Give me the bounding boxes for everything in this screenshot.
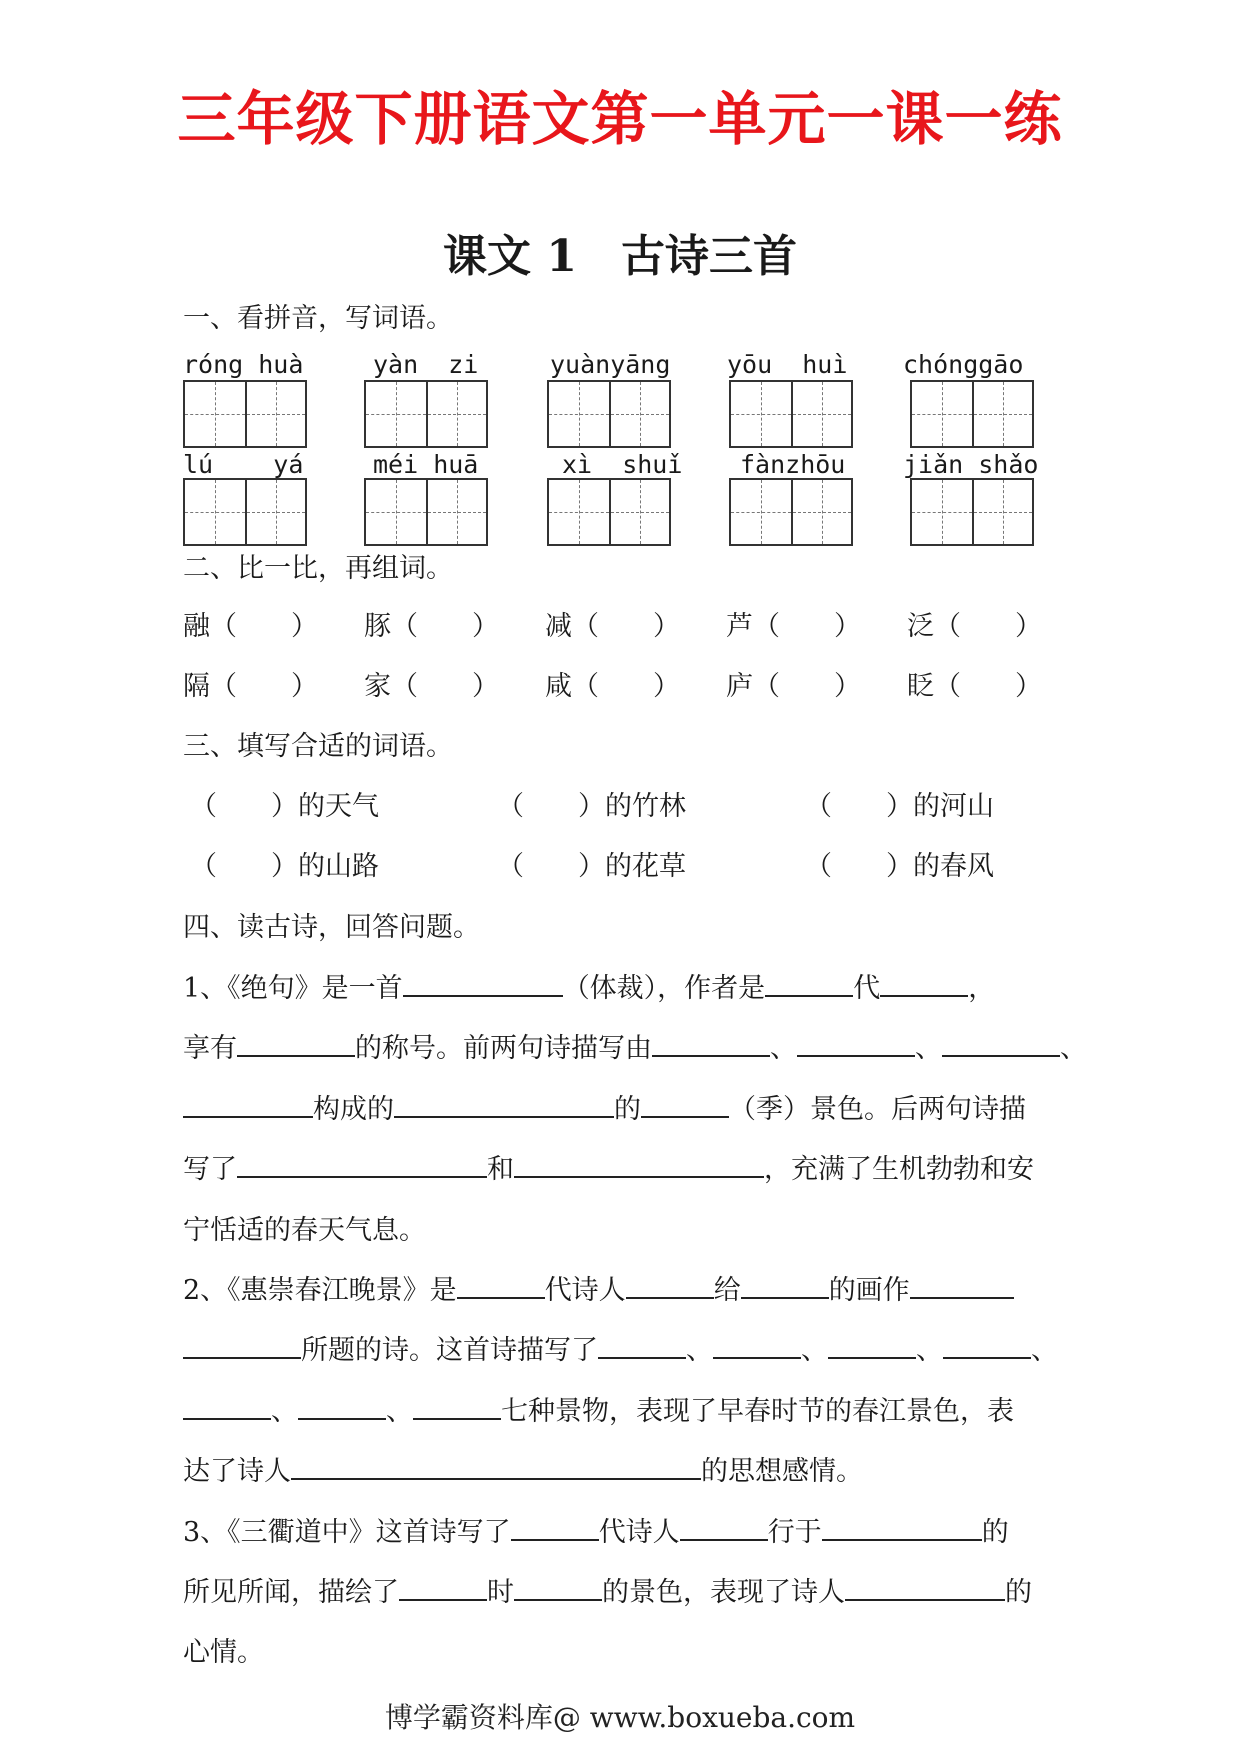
- answer-blank[interactable]: [399, 1573, 487, 1601]
- compare-item: 庐（ ）: [726, 671, 861, 702]
- q1-text: 、: [770, 1033, 797, 1064]
- q1-text: 宁恬适的春天气息。: [183, 1215, 426, 1246]
- compare-item: 豚（ ）: [364, 611, 499, 642]
- answer-blank[interactable]: [183, 1392, 271, 1420]
- q3-line-1: [183, 1510, 1009, 1549]
- q2-text: 、: [271, 1396, 298, 1427]
- q1-line-4: [183, 1147, 1034, 1186]
- q2-text: 、: [916, 1335, 943, 1366]
- q2-text: 七种景物，表现了早春时节的春江景色，表: [501, 1396, 1014, 1427]
- q2-text: 给: [713, 1275, 741, 1306]
- pinyin-2-1: lú yá: [183, 450, 304, 479]
- fill-item: （ ）的竹林: [497, 791, 686, 822]
- fill-item: （ ）的天气: [190, 791, 379, 822]
- answer-blank[interactable]: [457, 1271, 545, 1299]
- answer-blank[interactable]: [765, 969, 853, 997]
- q1-text: 1、《绝句》是一首: [183, 973, 403, 1004]
- q1-text: 、: [915, 1033, 942, 1064]
- page-title: 三年级下册语文第一单元一课一练: [177, 85, 1063, 153]
- writing-grid[interactable]: [910, 380, 1034, 448]
- answer-blank[interactable]: [641, 1090, 729, 1118]
- answer-blank[interactable]: [943, 1331, 1031, 1359]
- answer-blank[interactable]: [797, 1029, 915, 1057]
- answer-blank[interactable]: [183, 1090, 313, 1118]
- q1-text: ，充满了生机勃勃和安: [764, 1154, 1034, 1185]
- pinyin-2-5: jiǎn shǎo: [903, 450, 1039, 479]
- q3-line-3: [183, 1630, 264, 1669]
- q1-text: 、: [1060, 1033, 1087, 1064]
- q1-text: 写了: [183, 1154, 237, 1185]
- writing-grid[interactable]: [729, 380, 853, 448]
- answer-blank[interactable]: [237, 1150, 487, 1178]
- q2-text: 的思想感情。: [701, 1456, 863, 1487]
- lesson-title: 课文 1 古诗三首: [443, 231, 797, 282]
- answer-blank[interactable]: [713, 1331, 801, 1359]
- compare-item: 融（ ）: [183, 611, 318, 642]
- q1-line-1: [183, 966, 995, 1005]
- q2-text: 所题的诗。这首诗描写了: [301, 1335, 598, 1366]
- q1-text: 和: [487, 1154, 514, 1185]
- section-4-heading: 四、读古诗，回答问题。: [183, 912, 480, 943]
- answer-blank[interactable]: [511, 1513, 599, 1541]
- answer-blank[interactable]: [822, 1513, 982, 1541]
- q2-line-4: [183, 1449, 863, 1488]
- compare-item: 咸（ ）: [545, 671, 680, 702]
- q3-text: 的: [1005, 1577, 1032, 1608]
- q1-text: 的称号。前两句诗描写由: [355, 1033, 652, 1064]
- answer-blank[interactable]: [394, 1090, 614, 1118]
- writing-grid[interactable]: [183, 478, 307, 546]
- pinyin-1-4: yōu huì: [727, 350, 848, 379]
- answer-blank[interactable]: [403, 969, 563, 997]
- q1-text: （体裁），作者是: [562, 973, 766, 1004]
- answer-blank[interactable]: [741, 1271, 829, 1299]
- q1-text: 的: [614, 1094, 641, 1125]
- q1-line-5: [183, 1208, 426, 1247]
- writing-grid[interactable]: [729, 478, 853, 546]
- section-3-heading: 三、填写合适的词语。: [183, 731, 453, 762]
- pinyin-1-5: chónggāo: [903, 350, 1024, 379]
- writing-grid[interactable]: [547, 380, 671, 448]
- answer-blank[interactable]: [183, 1331, 301, 1359]
- answer-blank[interactable]: [910, 1271, 1014, 1299]
- answer-blank[interactable]: [514, 1150, 764, 1178]
- fill-item: （ ）的花草: [497, 851, 686, 882]
- q2-text: 、: [1031, 1335, 1058, 1366]
- q2-text: 的画作: [828, 1275, 910, 1306]
- fill-item: （ ）的山路: [190, 851, 379, 882]
- answer-blank[interactable]: [680, 1513, 768, 1541]
- q1-text: （季）景色。后两句诗描: [729, 1094, 1026, 1125]
- answer-blank[interactable]: [942, 1029, 1060, 1057]
- pinyin-2-4: fànzhōu: [740, 450, 846, 479]
- answer-blank[interactable]: [626, 1271, 714, 1299]
- answer-blank[interactable]: [298, 1392, 386, 1420]
- q2-text: 2、《惠崇春江晚景》是: [183, 1275, 457, 1306]
- pinyin-1-2: yàn zi: [373, 350, 479, 379]
- q2-line-3: [183, 1389, 1014, 1428]
- compare-item: 泛（ ）: [907, 611, 1042, 642]
- answer-blank[interactable]: [413, 1392, 501, 1420]
- fill-item: （ ）的河山: [805, 791, 994, 822]
- q2-line-1: [183, 1268, 1014, 1307]
- q2-text: 达了诗人: [183, 1456, 291, 1487]
- writing-grid[interactable]: [547, 478, 671, 546]
- writing-grid[interactable]: [183, 380, 307, 448]
- q3-text: 的景色，表现了诗人: [602, 1577, 845, 1608]
- writing-grid[interactable]: [910, 478, 1034, 546]
- compare-item: 隔（ ）: [183, 671, 318, 702]
- answer-blank[interactable]: [880, 969, 968, 997]
- compare-item: 芦（ ）: [726, 611, 861, 642]
- pinyin-1-1: róng huà: [183, 350, 304, 379]
- answer-blank[interactable]: [652, 1029, 770, 1057]
- q1-text: ，: [968, 973, 996, 1004]
- pinyin-2-3: xì shuǐ: [562, 450, 683, 479]
- section-2-heading: 二、比一比，再组词。: [183, 553, 453, 584]
- q3-text: 时: [487, 1577, 514, 1608]
- compare-item: 家（ ）: [364, 671, 499, 702]
- q3-text: 的: [981, 1517, 1009, 1548]
- q1-text: 构成的: [313, 1094, 394, 1125]
- q2-text: 、: [386, 1396, 413, 1427]
- q1-text: 享有: [183, 1033, 237, 1064]
- compare-item: 眨（ ）: [907, 671, 1042, 702]
- q3-text: 所见所闻，描绘了: [183, 1577, 399, 1608]
- section-1-heading: 一、看拼音，写词语。: [183, 303, 453, 334]
- writing-grid[interactable]: [364, 380, 488, 448]
- q3-line-2: [183, 1570, 1032, 1609]
- answer-blank[interactable]: [514, 1573, 602, 1601]
- q2-text: 代诗人: [544, 1275, 626, 1306]
- q2-line-2: [183, 1328, 1058, 1367]
- q3-text: 3、《三衢道中》这首诗写了: [183, 1517, 511, 1548]
- answer-blank[interactable]: [845, 1573, 1005, 1601]
- q2-text: 、: [686, 1335, 713, 1366]
- q1-line-2: [183, 1026, 1087, 1065]
- answer-blank[interactable]: [598, 1331, 686, 1359]
- q1-line-3: [183, 1087, 1026, 1126]
- answer-blank[interactable]: [828, 1331, 916, 1359]
- pinyin-1-3: yuànyāng: [550, 350, 671, 379]
- q2-text: 、: [801, 1335, 828, 1366]
- compare-item: 减（ ）: [545, 611, 680, 642]
- footer-watermark: 博学霸资料库@ www.boxueba.com: [384, 1701, 856, 1734]
- q3-text: 心情。: [183, 1637, 264, 1668]
- q1-text: 代: [853, 973, 881, 1004]
- q3-text: 行于: [767, 1517, 822, 1548]
- pinyin-2-2: méi huā: [373, 450, 479, 479]
- q3-text: 代诗人: [598, 1517, 680, 1548]
- fill-item: （ ）的春风: [805, 851, 994, 882]
- answer-blank[interactable]: [237, 1029, 355, 1057]
- writing-grid[interactable]: [364, 478, 488, 546]
- answer-blank[interactable]: [291, 1452, 701, 1480]
